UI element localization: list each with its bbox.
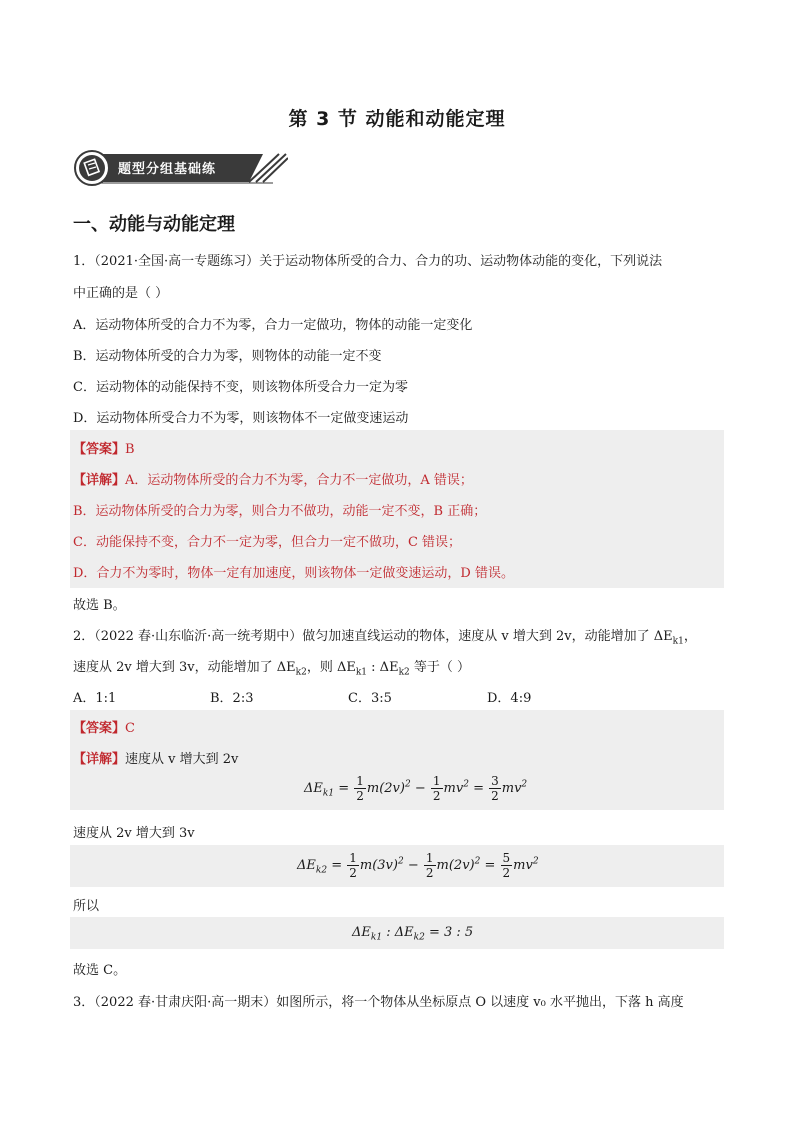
q1-option-c: C．运动物体的动能保持不变，则该物体所受合力一定为零 <box>73 380 408 395</box>
q1-stem-line1: 1．（2021·全国·高一专题练习）关于运动物体所受的合力、合力的功、运动物体动能的变化，下列说法 <box>73 254 663 269</box>
q1-stem-line2: 中正确的是（ ） <box>73 286 169 301</box>
formula-delta-ek1: $\Delta E_{k1}$ = $\frac{1}{2}$ $m(2v)^2$ − $\frac{1}{2}$ $mv^2$ = $\frac{3}{2}$ $mv^2$ <box>304 774 528 803</box>
q2-conclusion: 故选 C。 <box>73 963 127 978</box>
formula-delta-ek2: $\Delta E_{k2}$ = $\frac{1}{2}$ $m(3v)^2$ − $\frac{1}{2}$ $m(2v)^2$ = $\frac{5}{2}$ $mv^2$ <box>297 851 539 880</box>
q2-option-a: A．1:1 <box>73 691 117 706</box>
section-heading: 一、动能与动能定理 <box>73 214 235 235</box>
q2-detail-line2: 速度从 2v 增大到 3v <box>73 826 195 841</box>
q1-detail-d: D．合力不为零时，物体一定有加速度，则该物体一定做变速运动，D 错误。 <box>73 566 514 581</box>
q1-detail-c: C．动能保持不变，合力不一定为零，但合力一定不做功，C 错误； <box>73 535 462 550</box>
q1-option-b: B．运动物体所受的合力为零，则物体的动能一定不变 <box>73 349 382 364</box>
q2-so: 所以 <box>73 899 100 914</box>
q2-option-d: D．4:9 <box>487 691 532 706</box>
q1-option-a: A．运动物体所受的合力不为零，合力一定做功，物体的动能一定变化 <box>73 318 473 333</box>
q2-option-b: B．2:3 <box>210 691 254 706</box>
q2-detail-line1: 【详解】速度从 v 增大到 2v <box>73 752 239 767</box>
banner-label: 题型分组基础练 <box>118 162 217 177</box>
q2-option-c: C．3:5 <box>348 691 392 706</box>
q3-stem-line1: 3．（2022 春·甘肃庆阳·高一期末）如图所示，将一个物体从坐标原点 O 以速度 v₀ 水平抛出，下落 h 高度 <box>73 995 684 1010</box>
q2-answer: 【答案】C <box>73 721 135 736</box>
q1-conclusion: 故选 B。 <box>73 598 126 613</box>
q1-option-d: D．运动物体所受合力不为零，则该物体不一定做变速运动 <box>73 411 409 426</box>
page-title: 第 3 节 动能和动能定理 <box>288 108 506 130</box>
q1-detail-a: 【详解】A．运动物体所受的合力不为零，合力不一定做功，A 错误； <box>73 473 473 488</box>
q1-answer: 【答案】B <box>73 442 135 457</box>
q2-stem-line2: 速度从 2v 增大到 3v，动能增加了 $\Delta E_{k2}$，则 $\Delta E_{k1}$ : $\Delta E_{k2}$ 等于（ ） <box>73 660 471 678</box>
formula-ratio: $\Delta E_{k1}$ : $\Delta E_{k2} = 3$ : 5 <box>352 925 474 943</box>
q2-stem-line1: 2．（2022 春·山东临沂·高一统考期中）做匀加速直线运动的物体，速度从 v 增大到 2v，动能增加了 $\Delta E_{k1}$， <box>73 629 697 647</box>
q1-detail-b: B．运动物体所受的合力为零，则合力不做功，动能一定不变，B 正确； <box>73 504 487 519</box>
